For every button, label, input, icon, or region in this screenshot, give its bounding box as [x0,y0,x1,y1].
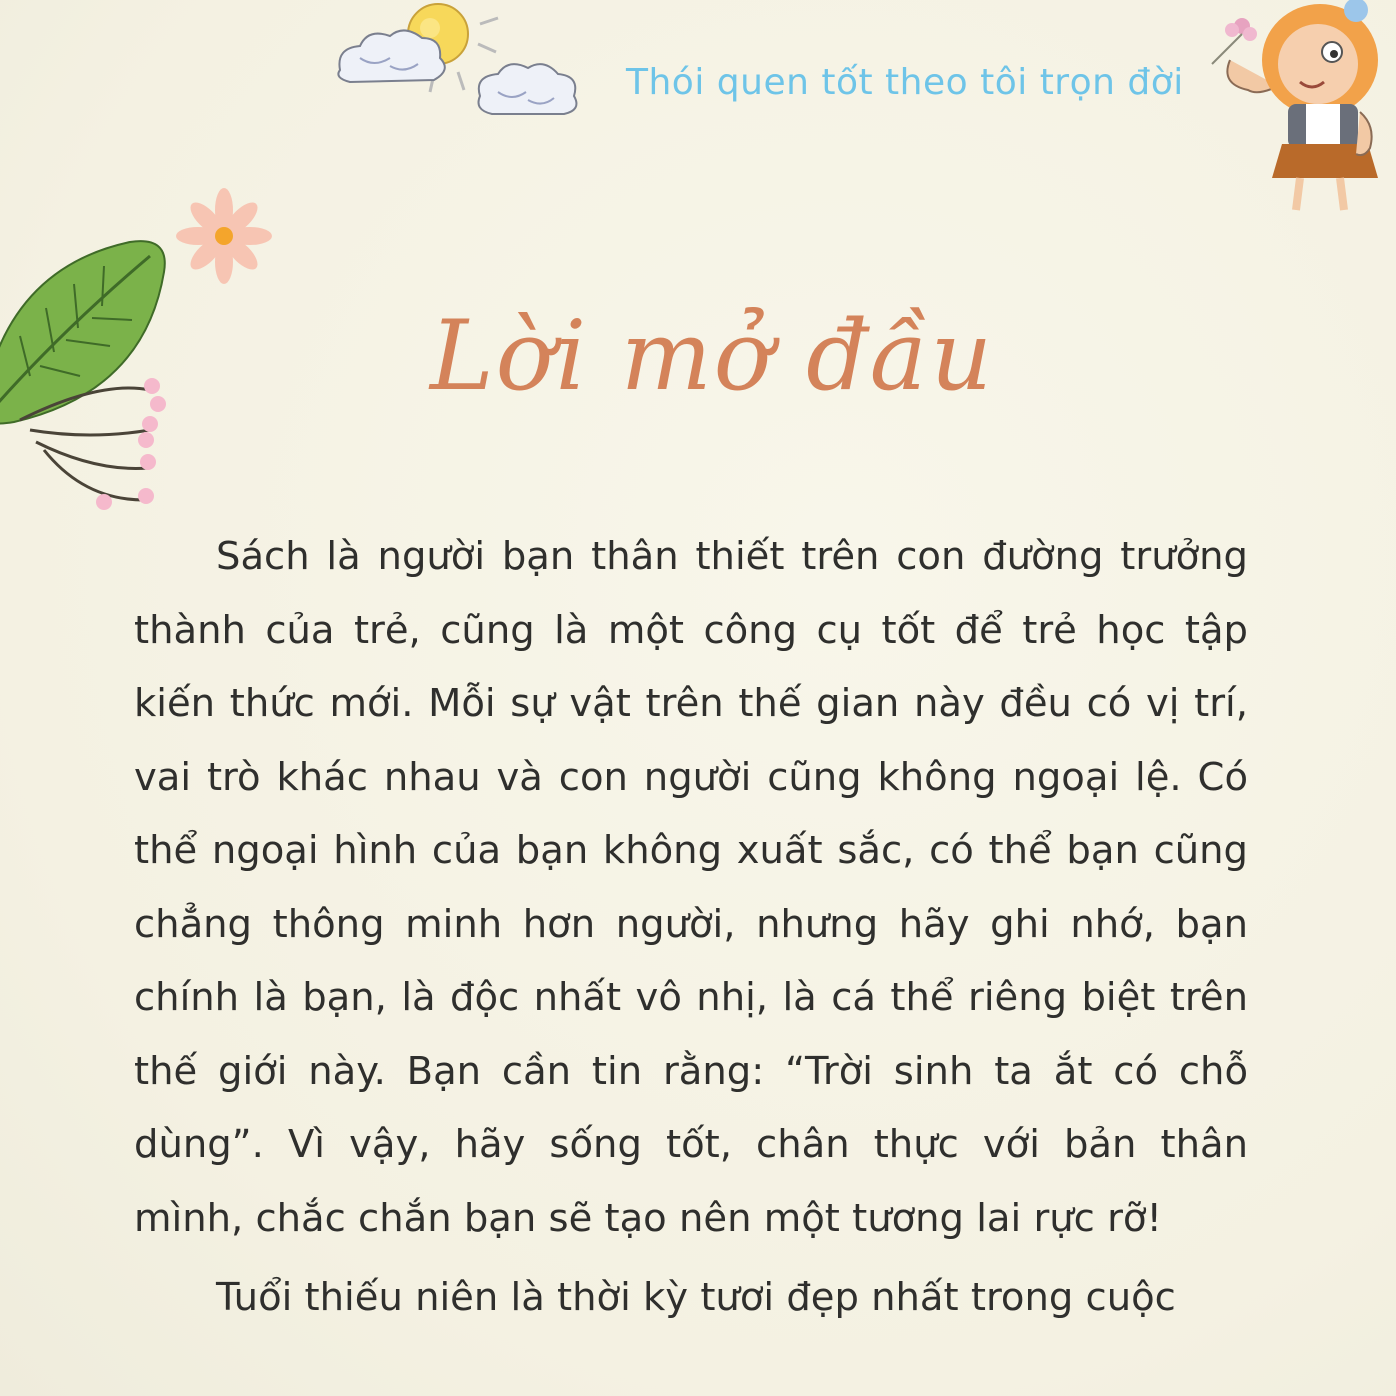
paragraph: Tuổi thiếu niên là thời kỳ tươi đẹp nhất trong cuộc [216,1275,1176,1320]
chapter-title: Lời mở đầu [430,300,995,412]
paragraph: Sách là người bạn thân thiết trên con đường trưởng thành của trẻ, cũng là một công cụ tốt để trẻ học tập kiến thức mới. Mỗi sự vật trên thế gian này đều có vị trí, vai trò khác nhau và con người cũng không ngoại lệ. Có thể ngoại hình của bạn không xuất sắc, có thể bạn cũng chẳng thông minh hơn người, nhưng hãy ghi nhớ, bạn chính là bạn, là độc nhất vô nhị, là cá thể riêng biệt trên thế giới này. Bạn cần tin rằng: “Trời sinh ta ắt có chỗ dùng”. Vì vậy, hãy sống tốt, chân thực với bản thân mình, chắc chắn bạn sẽ tạo nên một tương lai rực rỡ! [134,534,1248,1241]
flower-icon [1212,18,1257,64]
flower-icon [176,188,272,284]
body-text [134,520,1248,1335]
cloud-icon [338,30,444,82]
girl-illustration [1190,0,1396,215]
flower-icon [96,378,166,510]
sun-clouds-illustration [330,0,600,130]
leaf-flower-illustration [0,180,290,520]
cloud-icon [479,64,577,114]
running-header: Thói quen tốt theo tôi trọn đời [626,62,1184,103]
